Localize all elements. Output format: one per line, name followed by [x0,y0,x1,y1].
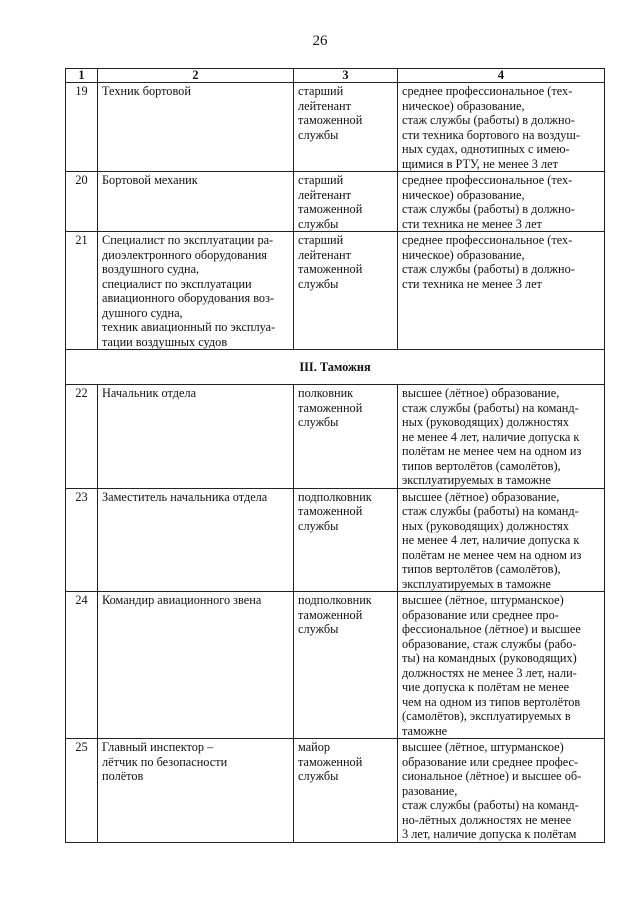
requirement-line: полётам не менее чем на одном из [402,444,582,458]
requirement-line: стаж службы (работы) на команд- [402,798,579,812]
requirement-line: среднее профессиональное (тех- [402,173,573,187]
requirement-line: сти техника не менее 3 лет [402,216,542,231]
requirement-line: типов вертолётов (самолётов), [402,562,561,576]
position-line: Бортовой механик [102,173,198,187]
rank-cell [294,488,398,592]
rank-line: таможенной [298,202,363,216]
rank-line: таможенной [298,262,363,276]
position-line: диоэлектронного оборудования [102,247,267,262]
table-row [66,232,605,350]
requirement-line: но-лётных должностях не менее [402,812,572,827]
table-row [66,83,605,172]
requirement-line: среднее профессиональное (тех- [402,233,573,247]
position-line: Техник бортовой [102,84,191,98]
row-number: 25 [66,739,98,843]
requirement-line: стаж службы (работы) в должно- [402,262,575,276]
rank-line: старший [298,84,344,98]
requirement-line: (самолётов), эксплуатируемых в [402,709,571,723]
position-line: лётчик по безопасности [102,754,228,769]
rank-cell [294,232,398,350]
table-row [66,385,605,489]
positions-table [65,68,605,843]
requirement-line: ных (руководящих) должностях [402,518,569,533]
requirement-line: высшее (лётное, штурманское) [402,740,564,754]
requirement-line: образование или среднее про- [402,607,559,622]
table-row [66,172,605,232]
requirement-line: ническое) образование, [402,247,525,262]
rank-line: полковник [298,386,354,400]
position-cell [98,172,294,232]
rank-line: службы [298,276,339,291]
requirements-cell [398,592,605,739]
table-row [66,739,605,843]
requirement-line: образование, стаж службы (рабо- [402,636,577,651]
rank-line: лейтенант [298,187,352,202]
rank-line: старший [298,173,344,187]
row-number: 20 [66,172,98,232]
position-line: техник авиационный по эксплуа- [102,320,276,334]
requirement-line: ных судах, однотипных с имею- [402,142,570,156]
rank-line: лейтенант [298,247,352,262]
requirement-line: стаж службы (работы) на команд- [402,400,579,415]
requirement-line: таможне [402,723,448,738]
rank-cell [294,172,398,232]
requirement-line: ническое) образование, [402,98,525,113]
header-col-3: 3 [294,69,398,83]
requirement-line: должностях не менее 3 лет, нали- [402,665,577,680]
position-line: воздушного судна, [102,262,200,276]
rank-line: таможенной [298,400,363,415]
requirement-line: высшее (лётное) образование, [402,489,560,504]
header-col-4: 4 [398,69,605,83]
section-row [66,350,605,385]
table-row [66,488,605,592]
position-line: Командир авиационного звена [102,593,262,607]
position-cell [98,385,294,489]
rank-cell [294,592,398,739]
position-cell [98,592,294,739]
row-number: 23 [66,488,98,592]
position-line: полётов [102,769,144,783]
requirements-cell [398,172,605,232]
requirement-line: фессиональное (лётное) и высшее [402,622,581,636]
rank-line: таможенной [298,607,363,622]
rank-line: майор [298,740,331,754]
rank-line: старший [298,233,344,247]
rank-line: таможенной [298,113,363,127]
requirement-line: образование или среднее профес- [402,754,579,769]
requirement-line: ных (руководящих) должностях [402,415,569,429]
position-line: Главный инспектор – [102,740,214,754]
rank-line: лейтенант [298,98,352,113]
requirement-line: полётам не менее чем на одном из [402,547,582,562]
requirements-cell [398,385,605,489]
requirement-line: 3 лет, наличие допуска к полётам [402,827,577,841]
position-line: Специалист по эксплуатации ра- [102,233,274,247]
requirement-line: высшее (лётное, штурманское) [402,593,564,607]
rank-line: службы [298,127,339,142]
requirement-line: ты) на командных (руководящих) [402,651,577,665]
table-row [66,592,605,739]
rank-line: службы [298,415,339,429]
position-line: Начальник отдела [102,386,197,400]
section-title: III. Таможня [66,350,605,385]
requirements-cell [398,232,605,350]
requirement-line: среднее профессиональное (тех- [402,84,573,98]
position-line: Заместитель начальника отдела [102,489,268,504]
rank-line: подполковник [298,593,372,607]
row-number: 19 [66,83,98,172]
rank-line: службы [298,216,339,231]
requirement-line: чем на одном из типов вертолётов [402,694,581,709]
row-number: 21 [66,232,98,350]
position-cell [98,739,294,843]
requirement-line: высшее (лётное) образование, [402,386,560,400]
requirement-line: эксплуатируемых в таможне [402,576,551,591]
rank-line: службы [298,518,339,533]
row-number: 22 [66,385,98,489]
header-col-1: 1 [66,69,98,83]
rank-cell [294,83,398,172]
rank-line: службы [298,622,339,636]
position-line: душного судна, [102,305,183,320]
requirement-line: стаж службы (работы) на команд- [402,504,579,518]
requirements-cell [398,488,605,592]
requirement-line: типов вертолётов (самолётов), [402,458,561,473]
rank-cell [294,739,398,843]
requirement-line: сти техника бортового на воздуш- [402,127,580,142]
rank-line: подполковник [298,489,372,504]
requirement-line: стаж службы (работы) в должно- [402,202,575,216]
position-cell [98,83,294,172]
requirement-line: сти техника не менее 3 лет [402,276,542,291]
rank-line: таможенной [298,754,363,769]
requirement-line: эксплуатируемых в таможне [402,473,551,487]
position-line: авиационного оборудования воз- [102,291,275,305]
requirements-cell [398,83,605,172]
requirement-line: не менее 4 лет, наличие допуска к [402,533,580,547]
rank-cell [294,385,398,489]
row-number: 24 [66,592,98,739]
requirement-line: разование, [402,783,458,798]
requirement-line: не менее 4 лет, наличие допуска к [402,429,580,444]
requirement-line: чие допуска к полётам не менее [402,680,570,694]
requirement-line: щимися в РТУ, не менее 3 лет [402,156,558,171]
position-line: тации воздушных судов [102,334,228,349]
requirement-line: ническое) образование, [402,187,525,202]
position-line: специалист по эксплуатации [102,276,252,291]
rank-line: службы [298,769,339,783]
requirements-cell [398,739,605,843]
position-cell [98,232,294,350]
table-header-row [66,69,605,83]
header-col-2: 2 [98,69,294,83]
position-cell [98,488,294,592]
page-number: 26 [312,33,328,49]
requirement-line: сиональное (лётное) и высшее об- [402,769,582,783]
rank-line: таможенной [298,504,363,518]
requirement-line: стаж службы (работы) в должно- [402,113,575,127]
